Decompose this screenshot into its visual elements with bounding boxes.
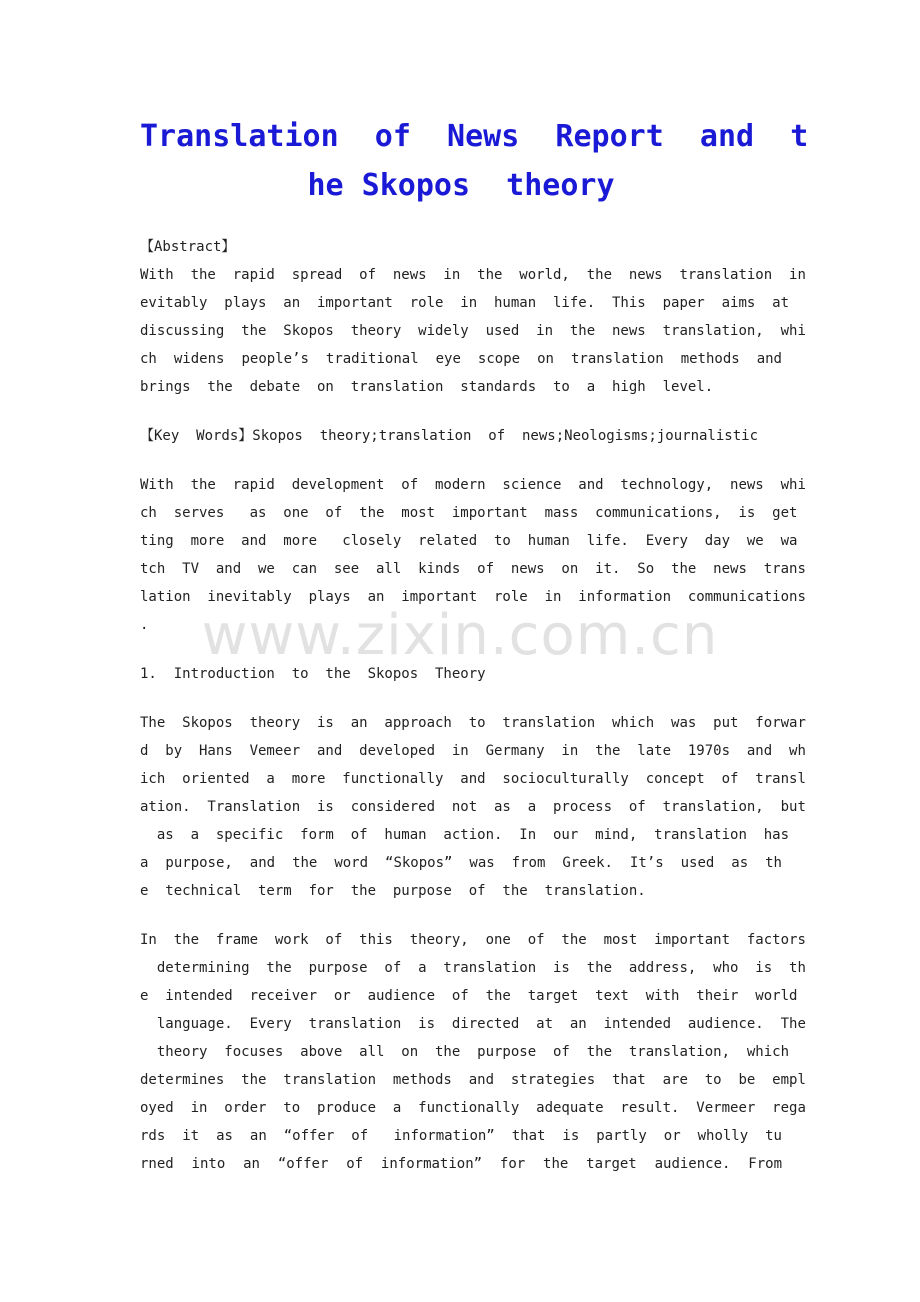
watermark: www.zixin.com.cn [201,603,719,668]
abstract-heading: 【Abstract】 [140,239,236,255]
title-line: he Skopos theory [307,168,615,203]
document-title [140,112,809,210]
section1-p2-line: language. Every translation is directed at an intended audience. The [140,1016,806,1032]
section1-p1-line: as a specific form of human action. In our mind, translation has [140,827,790,843]
section1-p1-line: e technical term for the purpose of the translation. [140,883,646,899]
section1-p2-line: In the frame work of this theory, one of the most important factors [140,932,806,948]
section1-p1-line: ich oriented a more functionally and socioculturally concept of transl [140,771,806,787]
section1-p2-line: rned into an “offer of information” for the target audience. From [140,1156,782,1172]
section1-p1-line: ation. Translation is considered not as a process of translation, but [140,799,806,815]
section1-p2-line: rds it as an “offer of information” that is partly or wholly tu [140,1128,782,1144]
section1-p2-line: e intended receiver or audience of the target text with their world [140,988,798,1004]
abstract-line: discussing the Skopos theory widely used in the news translation, whi [140,323,806,339]
section1-p1-line: The Skopos theory is an approach to translation which was put forwar [140,715,806,731]
section1-p1-line: a purpose, and the word “Skopos” was from Greek. It’s used as th [140,855,782,871]
abstract-line: brings the debate on translation standards to a high level. [140,379,714,395]
intro-line: lation inevitably plays an important role in information communications [140,589,806,605]
section1-p2-line: theory focuses above all on the purpose of the translation, which [140,1044,790,1060]
section1-p2-line: oyed in order to produce a functionally adequate result. Vermeer rega [140,1100,806,1116]
keywords-line: 【Key Words】Skopos theory;translation of news;Neologisms;journalistic [140,428,759,444]
abstract-line: ch widens people’s traditional eye scope on translation methods and [140,351,782,367]
section1-p2-line: determining the purpose of a translation is the address, who is th [140,960,806,976]
abstract-line: evitably plays an important role in human life. This paper aims at [140,295,790,311]
section1-p1-line: d by Hans Vemeer and developed in Germany in the late 1970s and wh [140,743,806,759]
section-heading: 1. Introduction to the Skopos Theory [140,666,486,682]
intro-line: ting more and more closely related to human life. Every day we wa [140,533,798,549]
intro-line: With the rapid development of modern science and technology, news whi [140,477,806,493]
title-line: Translation of News Report and t [140,119,809,154]
intro-line: tch TV and we can see all kinds of news on it. So the news trans [140,561,806,577]
intro-line: . [140,617,149,633]
intro-line: ch serves as one of the most important mass communications, is get [140,505,798,521]
abstract-line: With the rapid spread of news in the world, the news translation in [140,267,806,283]
section1-p2-line: determines the translation methods and strategies that are to be empl [140,1072,806,1088]
